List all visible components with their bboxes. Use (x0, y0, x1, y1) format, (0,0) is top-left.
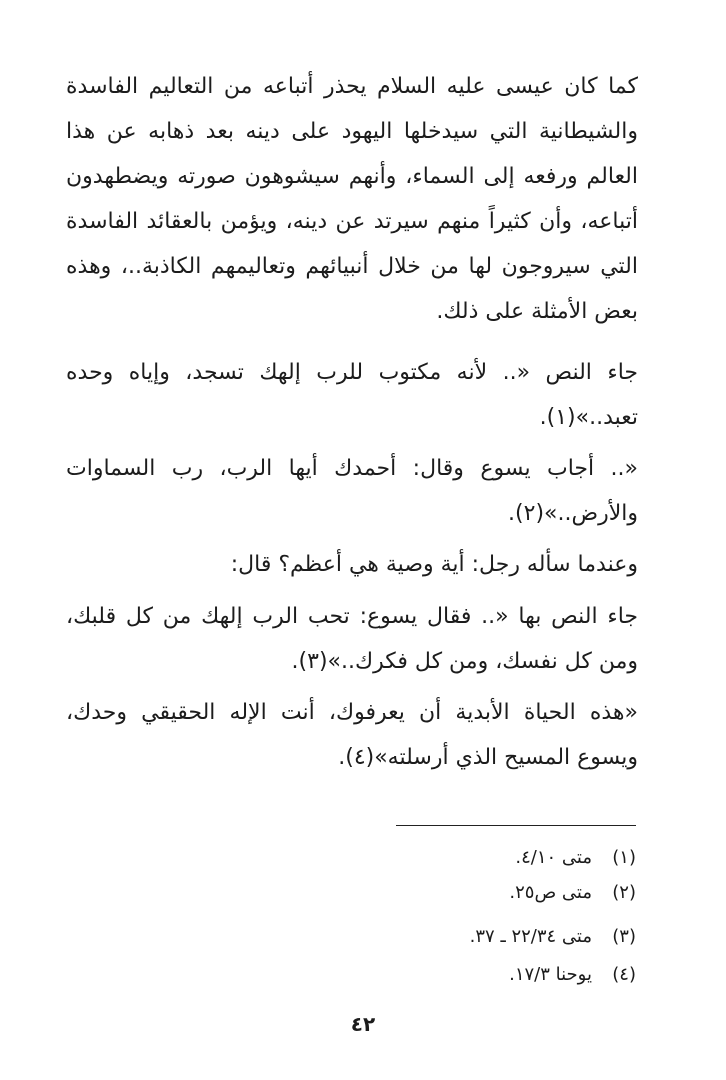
footnote-item (509, 880, 636, 906)
footnote-item (515, 845, 636, 871)
page-number: ٤٢ (350, 1012, 376, 1036)
paragraph-quote-1: جاء النص «.. لأنه مكتوب للرب إلهك تسجد، وإياه وحده تعبد..»(١). (66, 360, 638, 430)
quote-commandment (66, 594, 638, 684)
footnote-text: يوحنا ١٧/٣. (509, 964, 592, 985)
quote-praise (66, 446, 638, 536)
main-paragraph (66, 64, 638, 334)
paragraph-quote-3: جاء النص بها «.. فقال يسوع: تحب الرب إلهك من كل قلبك، ومن كل نفسك، ومن كل فكرك..»(٣). (66, 604, 638, 674)
question-line (66, 542, 638, 587)
footnote-number: (٤) (612, 964, 636, 985)
footnote-number: (٣) (612, 926, 636, 947)
footnote-text: متى ص٢٥. (509, 882, 592, 903)
footnote-item (509, 962, 636, 988)
paragraph-quote-4: «هذه الحياة الأبدية أن يعرفوك، أنت الإله الحقيقي وحدك، ويسوع المسيح الذي أرسلته»(٤). (66, 700, 638, 770)
footnote-text: متى ٤/١٠. (515, 847, 592, 868)
paragraph-quote-2: «.. أجاب يسوع وقال: أحمدك أيها الرب، رب السماوات والأرض..»(٢). (66, 456, 638, 526)
quote-worship (66, 350, 638, 440)
paragraph-intro: كما كان عيسى عليه السلام يحذر أتباعه من التعاليم الفاسدة والشيطانية التي سيدخلها اليهود على دينه بعد ذهابه عن هذا العالم ورفعه إلى السماء، وأنهم سيشوهون صورته ويضطهدون أتباعه، وأن كثيراً منهم سيرتد عن دينه، ويؤمن بالعقائد الفاسدة التي سيروجون لها من خلال أنبيائهم وتعاليمهم الكاذبة..، وهذه بعض الأمثلة على ذلك. (66, 74, 638, 324)
footnote-number: (١) (612, 847, 636, 868)
footnote-text: متى ٢٢/٣٤ ـ ٣٧. (469, 926, 592, 947)
quote-eternal-life (66, 690, 638, 780)
footnote-separator (396, 825, 636, 826)
paragraph-question: وعندما سأله رجل: أية وصية هي أعظم؟ قال: (230, 552, 638, 577)
footnote-item (470, 924, 636, 950)
footnote-number: (٢) (612, 882, 636, 903)
